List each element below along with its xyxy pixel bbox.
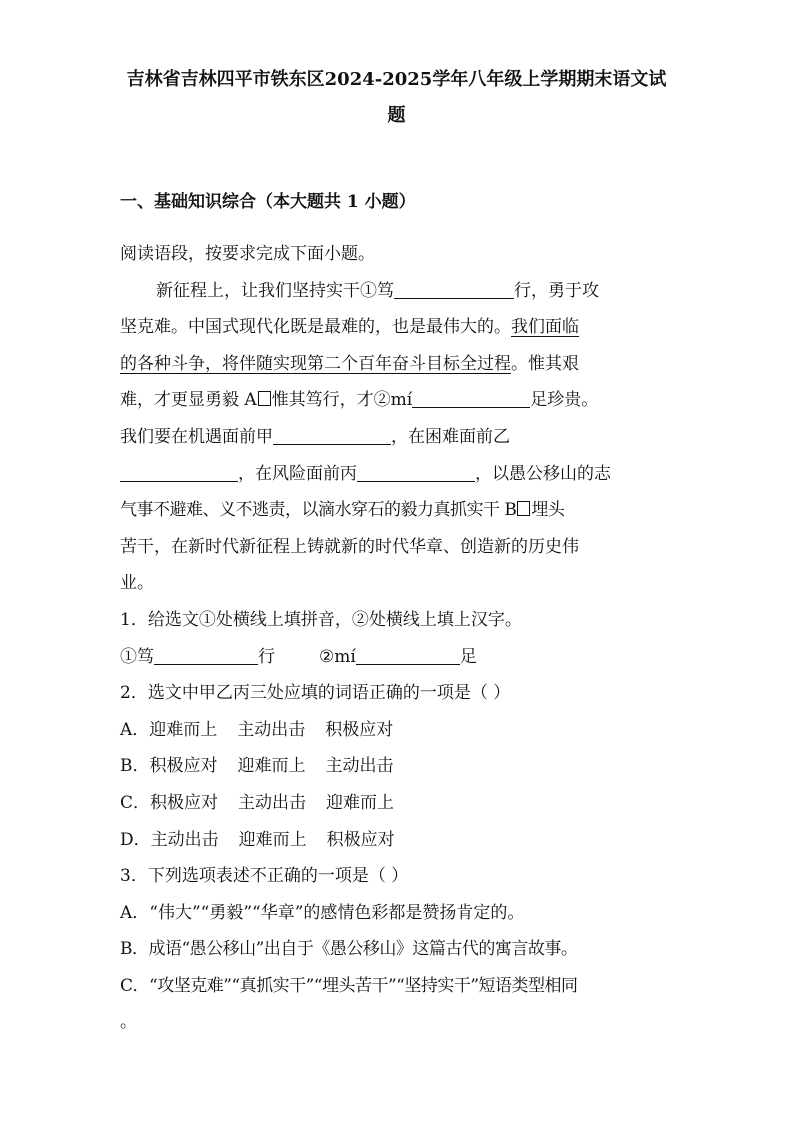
question-body [120,236,680,1041]
passage-line-3: 的各种斗争，将伴随实现第二个百年奋斗目标全过程。惟其艰 [120,353,579,374]
underlined-sentence: 我们面临 [511,317,579,338]
blank-yi[interactable] [120,461,238,482]
question-2-option-c[interactable]: C．积极应对 主动出击 迎难而上 [120,792,395,813]
passage-line-9: 业。 [120,573,154,594]
passage-line-4: 难，才更显勇毅 A 惟其笃行，才②mí 足珍贵。 [120,382,680,419]
page-title [110,62,683,134]
question-1-stem: 1．给选文①处横线上填拼音，②处横线上填上汉字。 [120,609,522,630]
passage-line-5: 我们要在机遇面前甲 ，在困难面前乙 [120,419,680,456]
box-mark-a [258,391,271,406]
question-2-option-a[interactable]: A．迎难而上 主动出击 积极应对 [120,719,394,740]
answer-blank-2[interactable] [356,644,460,665]
blank-jia[interactable] [273,424,391,445]
passage-line-8: 苦干，在新时代新征程上铸就新的时代华章、创造新的历史伟 [120,536,579,557]
passage-line-2: 坚克难。中国式现代化既是最难的，也是最伟大的。我们面临 [120,317,579,338]
title-line-2: 题 [387,105,406,126]
question-3-stem: 3．下列选项表述不正确的一项是（ ） [120,866,409,887]
blank-2[interactable] [412,387,530,408]
question-3-option-c-end: 。 [120,1012,137,1033]
question-2-option-d[interactable]: D．主动出击 迎难而上 积极应对 [120,829,395,850]
blank-bing[interactable] [357,461,475,482]
question-3-option-c[interactable]: C．“攻坚克难”“真抓实干”“埋头苦干”“坚持实干”短语类型相同 [120,975,578,996]
question-2-stem: 2．选文中甲乙丙三处应填的词语正确的一项是（ ） [120,683,511,704]
passage-line-1: 新征程上，让我们坚持实干①笃 行，勇于攻 [120,273,680,310]
question-1-answers: ①笃 行 ②mí 足 [120,639,680,676]
question-2-option-b[interactable]: B．积极应对 迎难而上 主动出击 [120,756,394,777]
passage-line-7: 气事不避难、义不逃责，以滴水穿石的毅力真抓实干 B 埋头 [120,500,565,521]
intro-text: 阅读语段，按要求完成下面小题。 [120,244,375,264]
underlined-sentence-cont: 的各种斗争，将伴随实现第二个百年奋斗目标全过程 [120,353,511,374]
question-3-option-b[interactable]: B．成语“愚公移山”出自于《愚公移山》这篇古代的寓言故事。 [120,939,578,960]
section-heading: 一、基础知识综合（本大题共 1 小题） [120,192,416,212]
passage-line-6: ，在风险面前丙 ，以愚公移山的志 [120,456,680,493]
question-3-option-a[interactable]: A．“伟大”“勇毅”“华章”的感情色彩都是赞扬肯定的。 [120,902,525,923]
blank-1[interactable] [394,278,514,299]
answer-blank-1[interactable] [154,644,258,665]
title-line-1: 吉林省吉林四平市铁东区2024-2025学年八年级上学期期末语文试 [126,69,667,90]
box-mark-b [517,501,530,516]
